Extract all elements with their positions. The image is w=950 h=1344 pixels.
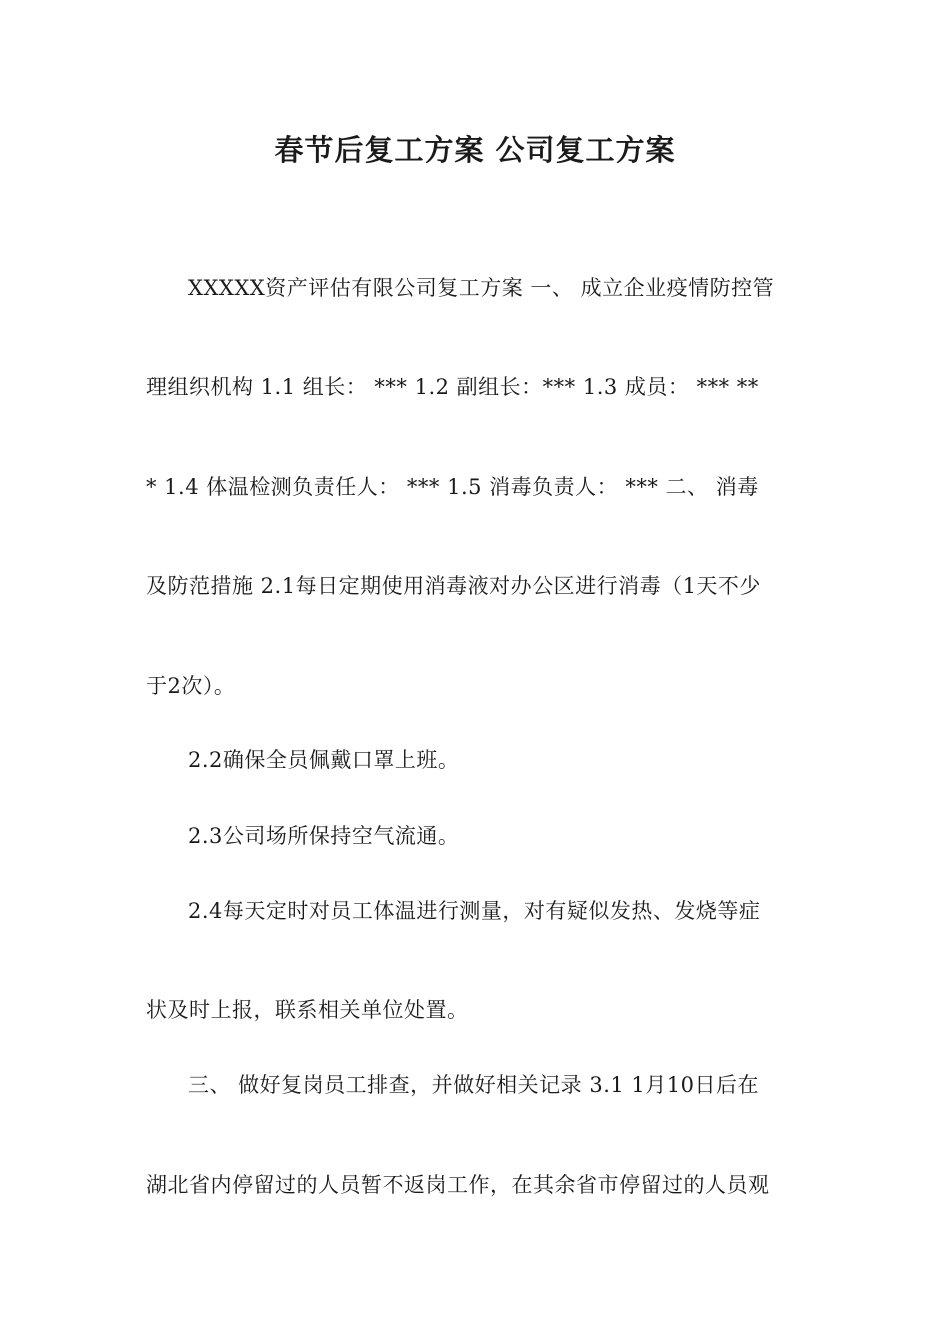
document-title: 春节后复工方案 公司复工方案 xyxy=(274,133,676,167)
paragraph-line-6: 2.2确保全员佩戴口罩上班。 xyxy=(188,748,460,772)
paragraph-line-8: 2.4每天定时对员工体温进行测量，对有疑似发热、发烧等症 xyxy=(188,899,761,923)
paragraph-line-9: 状及时上报，联系相关单位处置。 xyxy=(146,998,469,1022)
paragraph-line-5: 于2次）。 xyxy=(146,674,236,698)
paragraph-line-2: 理组织机构 1.1 组长： *** 1.2 副组长：*** 1.3 成员： *** ** xyxy=(146,375,759,399)
paragraph-line-3: * 1.4 体温检测负责任人： *** 1.5 消毒负责人： *** 二、 消毒 xyxy=(146,475,759,499)
paragraph-line-7: 2.3公司场所保持空气流通。 xyxy=(188,824,460,848)
paragraph-line-11: 湖北省内停留过的人员暂不返岗工作，在其余省市停留过的人员观 xyxy=(146,1173,770,1197)
paragraph-line-1: XXXXX资产评估有限公司复工方案 一、 成立企业疫情防控管 xyxy=(188,276,775,300)
paragraph-line-4: 及防范措施 2.1每日定期使用消毒液对办公区进行消毒（1天不少 xyxy=(146,574,761,598)
paragraph-line-10: 三、 做好复岗员工排查，并做好相关记录 3.1 1月10日后在 xyxy=(188,1073,760,1097)
